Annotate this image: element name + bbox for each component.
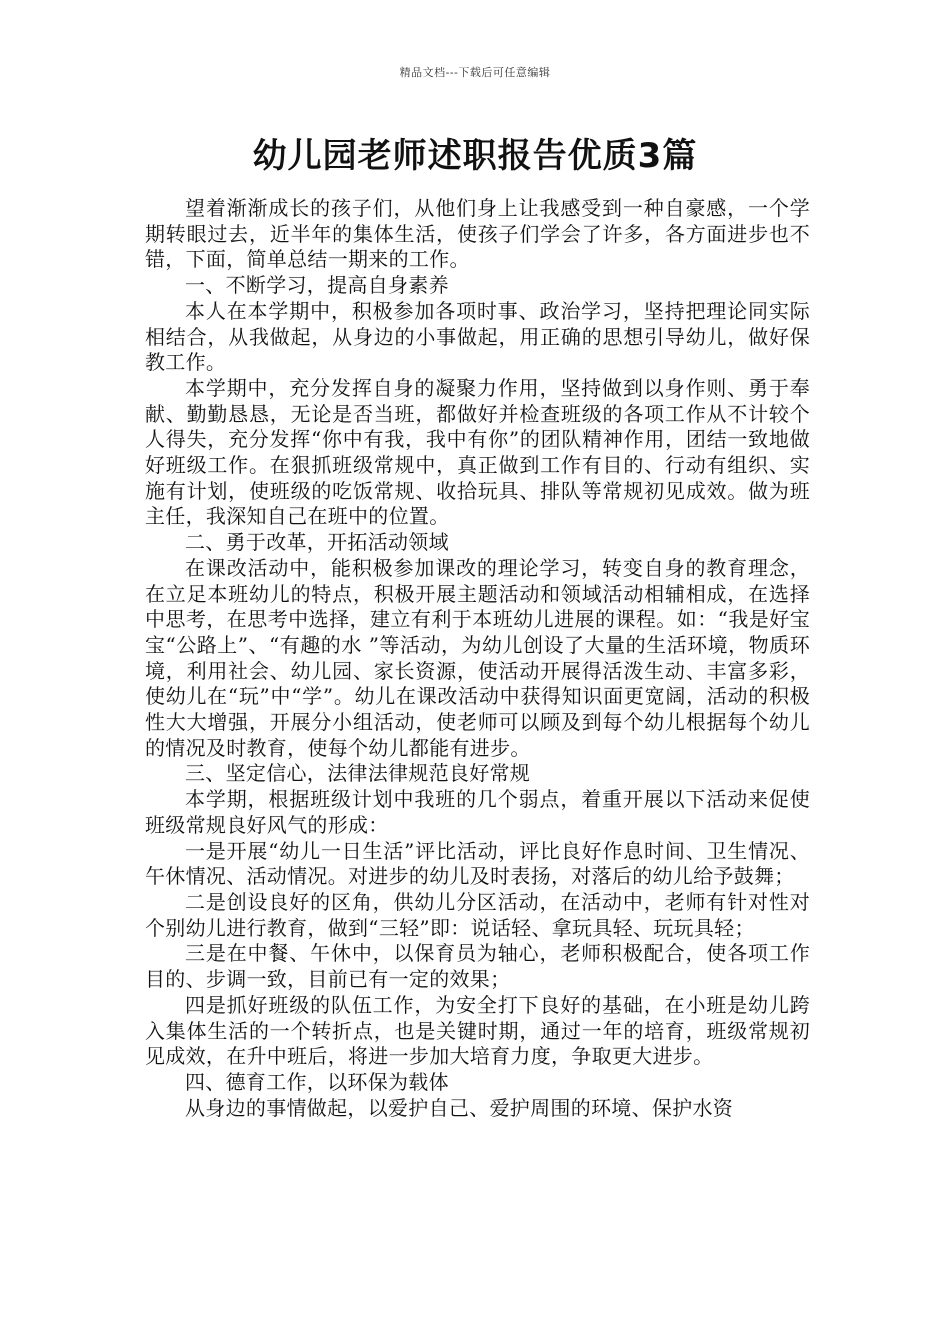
- document-body: [145, 196, 810, 1121]
- header-note: 精品文档---下载后可任意编辑: [399, 66, 551, 79]
- section-heading-3: 三、坚定信心，法律法律规范良好常规: [185, 761, 531, 786]
- paragraph-intro: 望着渐渐成长的孩子们，从他们身上让我感受到一种自豪感，一个学期转眼过去，近半年的集体生活，使孩子们学会了许多，各方面进步也不错，下面，简单总结一期来的工作。: [145, 196, 810, 272]
- section-heading-1: 一、不断学习，提高自身素养: [185, 273, 449, 298]
- paragraph: 一是开展“幼儿一日生活”评比活动，评比良好作息时间、卫生情况、午休情况、活动情况。对进步的幼儿及时表扬，对落后的幼儿给予鼓舞；: [145, 838, 810, 889]
- paragraph: 二是创设良好的区角，供幼儿分区活动，在活动中，老师有针对性对个别幼儿进行教育，做到“三轻”即：说话轻、拿玩具轻、玩玩具轻；: [145, 889, 810, 940]
- paragraph: 三是在中餐、午休中，以保育员为轴心，老师积极配合，使各项工作目的、步调一致，目前已有一定的效果；: [145, 941, 810, 992]
- paragraph: 在课改活动中，能积极参加课改的理论学习，转变自身的教育理念，在立足本班幼儿的特点，积极开展主题活动和领域活动相辅相成，在选择中思考，在思考中选择，建立有利于本班幼儿进展的课程。如：“我是好宝宝“公路上”、“有趣的水 ”等活动，为幼儿创设了大量的生活环境，物质环境，利用社会、幼儿园、家长资源，使活动开展得活泼生动、丰富多彩，使幼儿在“玩”中“学”。幼儿在课改活动中获得知识面更宽阔，活动的积极性大大增强，开展分小组活动，使老师可以顾及到每个幼儿根据每个幼儿的情况及时教育，使每个幼儿都能有进步。: [145, 555, 810, 760]
- paragraph: 本人在本学期中，积极参加各项时事、政治学习，坚持把理论同实际相结合，从我做起，从身边的小事做起，用正确的思想引导幼儿，做好保教工作。: [145, 298, 810, 375]
- document-title: 幼儿园老师述职报告优质3篇: [252, 136, 698, 176]
- paragraph: 本学期，根据班级计划中我班的几个弱点，着重开展以下活动来促使班级常规良好风气的形成：: [145, 787, 810, 837]
- paragraph: 从身边的事情做起，以爱护自己、爱护周围的环境、保护水资: [185, 1095, 734, 1120]
- paragraph: 本学期中，充分发挥自身的凝聚力作用，坚持做到以身作则、勇于奉献、勤勤恳恳，无论是否当班，都做好并检查班级的各项工作从不计较个人得失，充分发挥“你中有我，我中有你”的团队精神作用，团结一致地做好班级工作。在狠抓班级常规中，真正做到工作有目的、行动有组织、实施有计划，使班级的吃饭常规、收拾玩具、排队等常规初见成效。做为班主任，我深知自己在班中的位置。: [145, 375, 810, 529]
- paragraph: 四是抓好班级的队伍工作，为安全打下良好的基础，在小班是幼儿跨入集体生活的一个转折点，也是关键时期，通过一年的培育，班级常规初见成效，在升中班后，将进一步加大培育力度，争取更大进步。: [145, 992, 810, 1069]
- section-heading-2: 二、勇于改革，开拓活动领域: [185, 530, 449, 555]
- section-heading-4: 四、德育工作，以环保为载体: [185, 1069, 449, 1094]
